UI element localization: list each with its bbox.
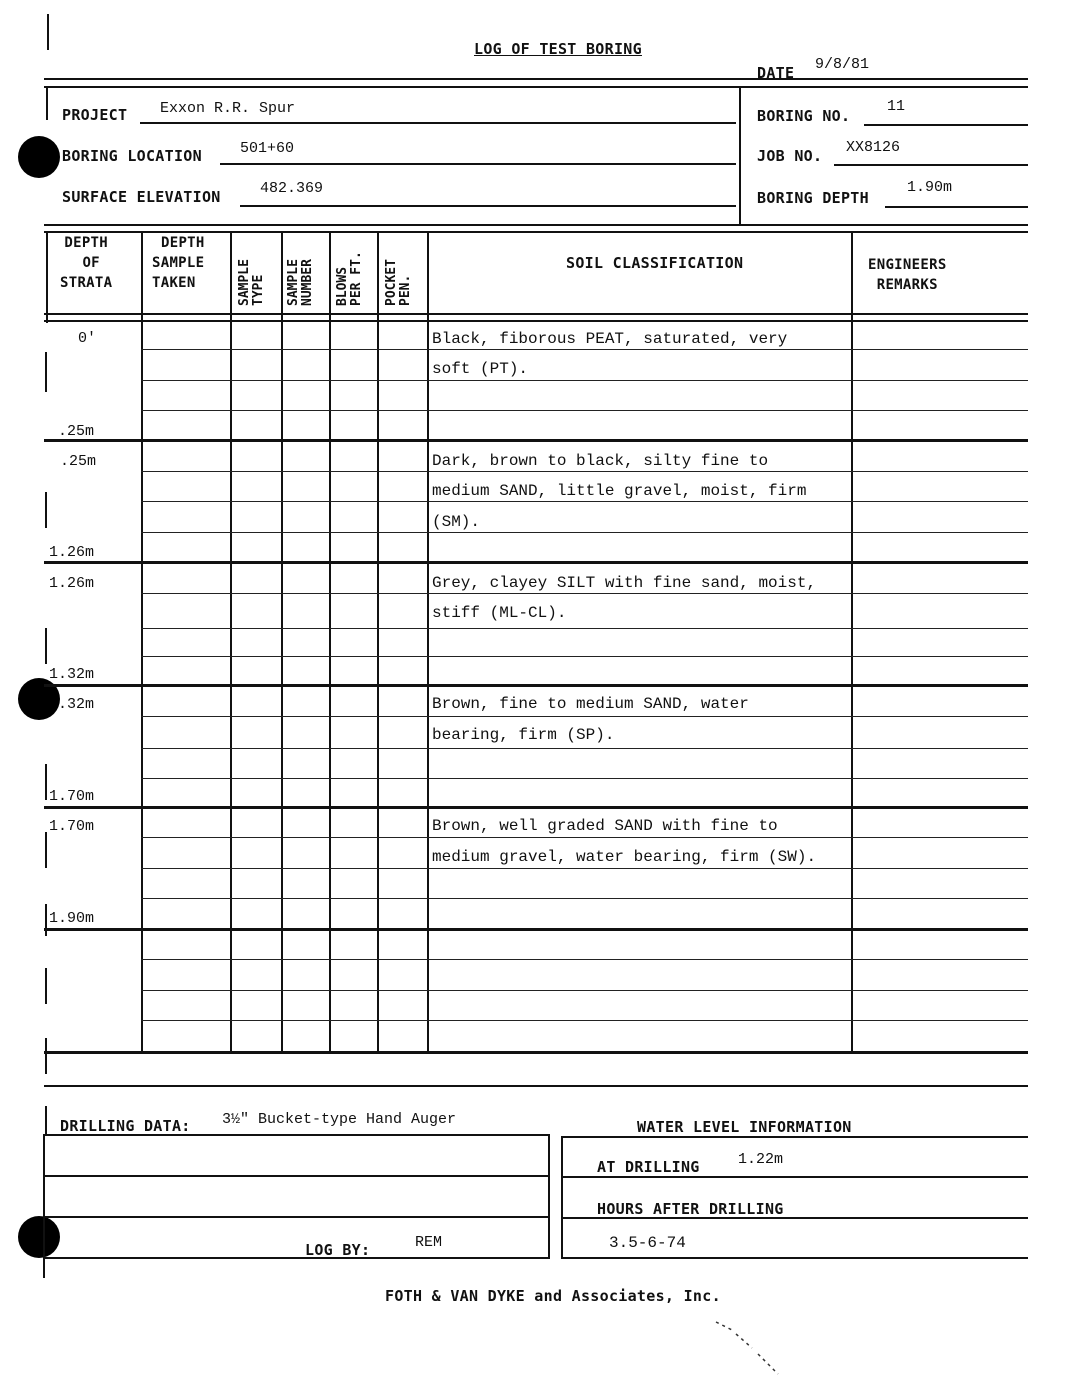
company-name: FOTH & VAN DYKE and Associates, Inc. [385,1287,721,1305]
water-level-left [561,1136,563,1258]
stratum-5-description-line-2: medium gravel, water bearing, firm (SW). [432,848,817,866]
row-line [141,990,1028,991]
margin-mark [45,628,47,664]
stratum-3-top-depth: 1.26m [49,575,95,592]
at-drilling-value: 1.22m [738,1151,784,1168]
job-no-label: JOB NO. [757,147,823,165]
margin-mark [45,832,47,868]
margin-mark [45,904,47,936]
stratum-4-bottom-depth: 1.70m [49,788,95,805]
drilling-line-3 [44,1216,550,1218]
table-left-edge [46,231,48,323]
stratum-1-bottom-depth: .25m [58,423,95,440]
boring-location-underline [220,163,736,165]
hours-after-drilling-label: HOURS AFTER DRILLING [597,1200,784,1218]
strata-boundary [44,439,1028,442]
date-value: 9/8/81 [815,56,870,73]
margin-mark [45,968,47,1004]
col-header-depth-sample-taken: DEPTH SAMPLE TAKEN [152,235,205,291]
row-line [141,532,1028,533]
at-drilling-label: AT DRILLING [597,1158,700,1176]
boring-depth-label: BORING DEPTH [757,189,869,207]
header-divider [739,86,741,224]
drilling-underline [44,1134,550,1136]
stratum-5-bottom-depth: 1.90m [49,910,95,927]
log-by-value: REM [415,1234,443,1251]
stratum-2-top-depth: .25m [60,453,97,470]
at-drilling-underline [561,1176,1028,1178]
footer-left-edge [45,1106,47,1134]
boring-no-underline [864,124,1028,126]
margin-mark [45,764,47,800]
surface-elevation-value: 482.369 [260,180,324,197]
form-title: LOG OF TEST BORING [474,40,642,58]
stratum-1-top-depth: 0' [78,330,97,347]
drilling-line-2 [44,1175,550,1177]
table-top-rule [44,224,1028,226]
col-header-sample-type: SAMPLE TYPE [237,259,266,306]
row-line [141,593,1028,594]
row-line [141,898,1028,899]
row-line [141,1020,1028,1021]
header-top-rule [44,78,1028,80]
water-level-bottom [561,1257,1028,1259]
surface-elevation-underline [240,205,736,207]
project-value: Exxon R.R. Spur [160,100,296,117]
col-header-sample-number: SAMPLE NUMBER [286,259,315,306]
header-left-edge [46,86,48,120]
stratum-5-description-line-1: Brown, well graded SAND with fine to [432,817,778,835]
header-bottom-rule-2 [44,320,1028,322]
boring-no-value: 11 [887,98,906,115]
col-header-blows-per-ft: BLOWS PER FT. [335,251,364,306]
stratum-2-description-line-2: medium SAND, little gravel, moist, firm [432,482,807,500]
stratum-4-description-line-1: Brown, fine to medium SAND, water [432,695,749,713]
strata-boundary [44,684,1028,687]
margin-mark [45,492,47,528]
row-line [141,868,1028,869]
log-by-label: LOG BY: [305,1241,371,1259]
binder-hole-top [18,136,60,178]
row-line [141,628,1028,629]
stratum-3-bottom-depth: 1.32m [49,666,95,683]
stratum-1-description-line-2: soft (PT). [432,360,529,378]
row-line [141,501,1028,502]
row-line [141,716,1028,717]
stratum-1-description-line-1: Black, fiborous PEAT, saturated, very [432,330,788,348]
margin-mark [45,1038,47,1074]
boring-depth-underline [885,206,1028,208]
margin-mark [45,352,47,392]
drilling-line-4 [44,1257,550,1259]
row-line [141,748,1028,749]
boring-location-value: 501+60 [240,140,295,157]
stratum-4-top-depth: .32m [58,696,95,713]
col-header-depth-of-strata: DEPTH OF STRATA [60,235,113,291]
project-label: PROJECT [62,106,128,124]
header-bottom-rule [44,313,1028,315]
stratum-3-description-line-2: stiff (ML-CL). [432,604,567,622]
table-bottom-rule [44,1051,1028,1054]
drilling-data-label: DRILLING DATA: [60,1117,191,1135]
row-line [141,380,1028,381]
stratum-4-description-line-2: bearing, firm (SP). [432,726,615,744]
date-label: DATE [757,64,795,82]
strata-boundary [44,806,1028,809]
boring-no-label: BORING NO. [757,107,851,125]
col-header-soil-classification: SOIL CLASSIFICATION [566,254,744,272]
drilling-box-left [43,1134,45,1278]
row-line [141,410,1028,411]
row-line [141,349,1028,350]
table-bottom-rule-2 [44,1085,1028,1087]
stratum-2-description-line-1: Dark, brown to black, silty fine to [432,452,769,470]
drilling-data-value: 3½" Bucket-type Hand Auger [222,1111,457,1128]
project-underline [140,122,736,124]
margin-mark [47,14,49,50]
hours-after-underline [561,1217,1028,1219]
stratum-3-description-line-1: Grey, clayey SILT with fine sand, moist, [432,574,817,592]
job-no-underline [834,164,1028,166]
job-no-value: XX8126 [846,139,901,156]
row-line [141,837,1028,838]
stratum-5-top-depth: 1.70m [49,818,95,835]
drilling-box-right [548,1134,550,1258]
water-level-title: WATER LEVEL INFORMATION [637,1118,852,1136]
form-code: 3.5-6-74 [609,1234,686,1252]
binder-hole-bottom [18,1216,60,1258]
row-line [141,471,1028,472]
row-line [141,656,1028,657]
strata-boundary [44,928,1028,931]
stray-mark [712,1318,784,1380]
strata-boundary [44,561,1028,564]
header-top-rule-2 [44,86,1028,88]
row-line [141,778,1028,779]
stratum-2-bottom-depth: 1.26m [49,544,95,561]
col-header-engineers-remarks: ENGINEERS REMARKS [868,257,947,293]
col-header-pocket-pen: POCKET PEN. [384,259,413,306]
surface-elevation-label: SURFACE ELEVATION [62,188,221,206]
boring-depth-value: 1.90m [907,179,953,196]
water-level-top [561,1136,1028,1138]
boring-location-label: BORING LOCATION [62,147,202,165]
row-line [141,959,1028,960]
stratum-2-description-line-3: (SM). [432,513,481,531]
